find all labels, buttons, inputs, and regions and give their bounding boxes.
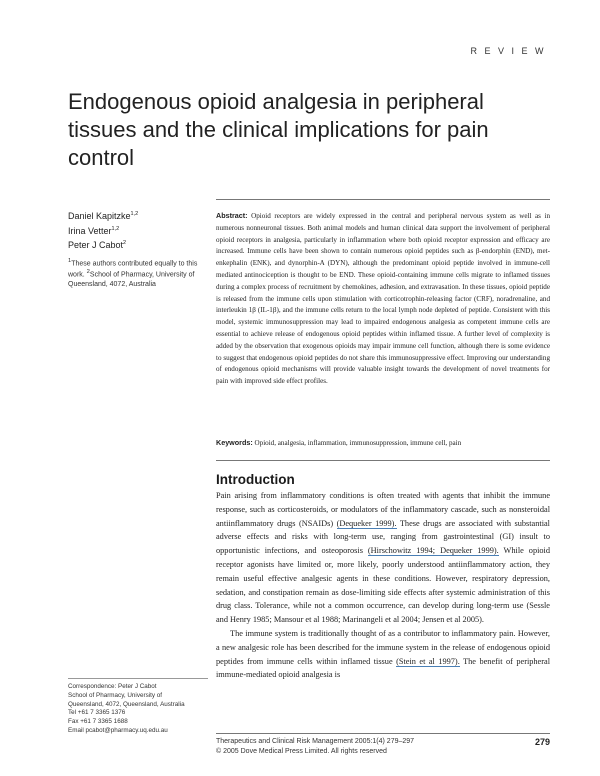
author-affiliation-mark: 1,2 [130,211,139,217]
affiliation-mark: 1 [68,258,72,264]
section-label: R E V I E W [470,46,546,56]
divider-top [216,199,550,200]
keywords-text: Opioid, analgesia, inflammation, immunosuppression, immune cell, pain [252,439,462,447]
section-heading-introduction: Introduction [216,472,295,487]
citation-link[interactable]: (Hirschowitz 1994; Dequeker 1999). [367,546,499,556]
keywords-label: Keywords: [216,438,253,447]
author-3 [68,237,208,252]
author-affiliation-mark: 1,2 [111,225,120,232]
correspondence-fax: Fax +61 7 3365 1688 [68,718,128,726]
correspondence-email[interactable]: Email pcabot@pharmacy.uq.edu.au [68,726,168,734]
correspondence-line: Queensland, 4072, Queensland, Australia [68,700,185,708]
affiliation-address: School of Pharmacy, University of Queensland, 4072, Australia [68,271,195,288]
affiliation-note: These authors contributed equally to this work. [68,260,198,279]
divider-middle [216,460,550,461]
paragraph-text: These drugs are associated with substantial adverse effects and risks with long-term use, ranging from gastrointestinal (GI) insult to opportunistic infections, and osteoporosis [216,518,550,556]
citation-link[interactable]: (Stein et al 1997). [396,656,460,666]
abstract-text: Opioid receptors are widely expressed in the central and peripheral nervous system as well as in numerous nonneuronal tissues. Both animal models and human clinical data support the involvement of peripheral opioid receptors in analgesia, particularly in inflammation where both opioid receptor expression and efficacy are increased. Immune cells have been shown to contain numerous opioid peptides such as β-endorphin (END), met-enkephalin (ENK), and dynorphin-A (DYN), although the predominant opioid peptide involved in immune-cell mediated antinociception is thought to be END. These opioid-containing immune cells migrate to inflamed tissues during a complex process of recruitment by chemokines, adhesion, and extravasation. In these tissues, opioid peptide is released from the immune cells upon stimulation with corticotrophin-releasing factor (CRF), noradrenaline, and interleukin 1β (IL-1β), and the immune cells return to the local lymph node depleted of peptide. Consistent with this model, systemic immunosuppression may lead to impaired endogenous analgesia as competent immune cells are essential to achieve release of endogenous opioid peptides within inflamed tissue. A further level of complexity is added by the observation that exogenous opioids may impair immune cell function, although there is some evidence to suggest that endogenous opioid peptides do not share this immunosuppressive effect. Improving our understanding of endogenous opioid mechanisms will provide valuable insight towards the development of novel treatments for pain with improved side effect profiles. [216,212,550,386]
author-name: Peter J Cabot [68,240,124,250]
correspondence-block [68,683,218,736]
author-name: Irina Vetter [68,225,112,236]
footer-divider [216,733,550,734]
correspondence-line: Correspondence: Peter J Cabot [68,683,157,690]
author-affiliation-mark: 2 [123,240,127,246]
citation-link[interactable]: (Dequeker 1999). [336,518,397,528]
introduction-body [216,489,550,682]
paragraph-2 [216,627,550,682]
affiliation-mark: 2 [86,269,90,276]
abstract-label: Abstract: [216,211,248,220]
paragraph-text: While opioid receptor agonists have limited or, more likely, poorly understood antiinflammatory action, they remain useful effective analgesic agents in these conditions. However, respiratory depression, sedation, and constipation remain as dose-limiting side effects after systemic administration of this drug class. Tolerance, while not a common occurrence, can develop during long-term use (Sessle and Henry 1985; Mansour et al 1988; Marinangeli et al 2004; Jensen et al 2005). [216,546,550,625]
correspondence-phone: Tel +61 7 3365 1376 [68,709,126,717]
author-1 [68,208,208,223]
page-number: 279 [534,737,550,747]
journal-citation: Therapeutics and Clinical Risk Management 2005:1(4) 279–297 [216,738,415,745]
paragraph-text: The immune system is traditionally thought of as a contributor to inflammatory pain. However, a new analgesic role has been described for the immune system in the release of endogenous opioid peptides from immune cells within inflamed tissue [216,628,550,666]
correspondence-divider [68,678,208,679]
paragraph-text: Pain arising from inflammatory conditions is often treated with agents that inhibit the immune response, such as corticosteroids, or modulators of the inflammatory cascade, such as nonsteroidal antiinflammatory drugs (NSAIDs) [216,491,550,528]
correspondence-line: School of Pharmacy, University of [68,691,163,699]
paragraph-1 [216,489,550,627]
keywords [216,438,550,448]
affiliation [68,257,208,289]
abstract [216,210,550,388]
author-name: Daniel Kapitzke [68,211,131,221]
copyright-notice: © 2005 Dove Medical Press Limited. All rights reserved [216,748,387,755]
author-2 [68,223,208,238]
article-title: Endogenous opioid analgesia in peripheral tissues and the clinical implications for pain control [68,89,489,170]
paragraph-text: The benefit of peripheral immune-mediated opioid analgesia is [216,656,550,680]
author-list [68,208,208,252]
